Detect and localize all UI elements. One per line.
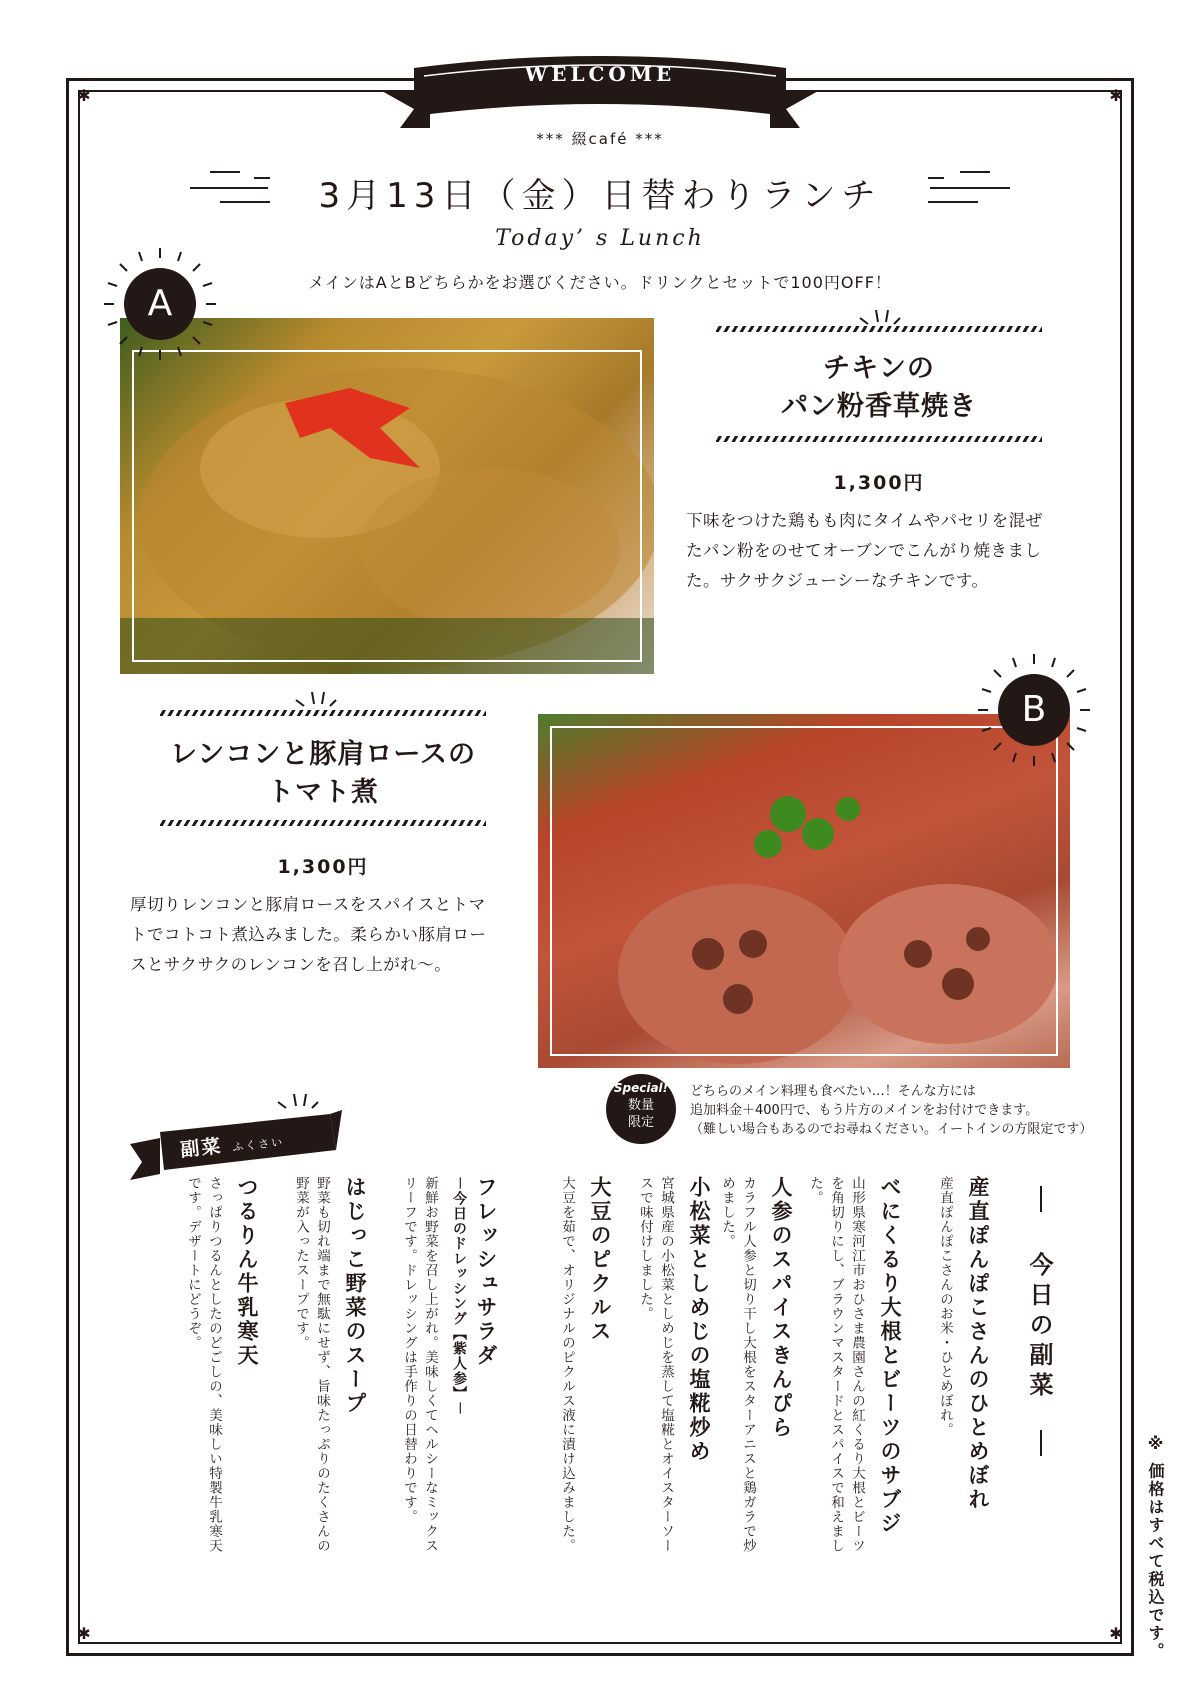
menu-note: メインはAとBどちらかをお選びください。ドリンクとセットで100円OFF！ — [308, 273, 892, 292]
dish-a-name-line1: チキンの — [823, 353, 935, 384]
side-item: 小松菜としめじの塩糀炒め 宮城県産の小松菜としめじを蒸して塩糀とオイスターソー スで味付けしました。 — [637, 1176, 711, 1553]
dish-b-name-line1: レンコンと豚肩ロースの — [170, 739, 476, 770]
side-item: 大豆のピクルス 大豆を茹で、オリジナルのピクルス液に漬け込みました。 — [559, 1176, 612, 1553]
page-subtitle: Today’ s Lunch — [495, 226, 705, 251]
heading-rule — [1040, 1430, 1042, 1456]
dish-a-name-line2: パン粉香草焼き — [781, 391, 977, 422]
dish-b-photo — [538, 714, 1070, 1068]
side-item: はじっこ野菜のスープ 野菜も切れ端まで無駄にせず、旨味たっぷりのたくさんの 野菜が入ったスープです。 — [293, 1176, 367, 1553]
dish-b-price: 1,300円 — [277, 856, 369, 878]
sides-ribbon-label: 副菜 ふくさい — [179, 1135, 285, 1162]
badge-b: B — [998, 674, 1070, 746]
dish-a-photo — [120, 318, 654, 674]
cafe-name: *** 綴café *** — [536, 130, 664, 148]
special-badge: Special! 数量 限定 — [606, 1074, 676, 1144]
deco-sparkle-lines — [854, 306, 904, 326]
sides-heading: 今日の副菜 — [1025, 1252, 1053, 1402]
divider — [716, 326, 1042, 332]
deco-sparkle-lines — [290, 688, 340, 708]
dish-a-price: 1,300円 — [833, 472, 925, 494]
side-item: べにくるり大根とビーツのサブジ 山形県寒河江市おひさま農園さんの紅くるり大根とビーツ を角切りにし、ブラウンマスタードとスパイスで和えまし た。 — [807, 1176, 902, 1553]
side-item: 人参のスパイスきんぴら カラフル人参と切り干し大根をスターアニスと鶏ガラで炒 めました。 — [719, 1176, 793, 1553]
page-title: 3月13日（金）日替わりランチ — [318, 176, 882, 216]
corner-star-icon: ✱ — [77, 86, 91, 105]
divider — [160, 820, 486, 826]
corner-star-icon: ✱ — [77, 1624, 91, 1643]
badge-a: A — [124, 268, 196, 340]
dish-b-name-line2: トマト煮 — [267, 777, 379, 808]
side-item: 産直ぽんぽこさんのひとめぼれ 産直ぽんぽこさんのお米・ひとめぼれ。 — [937, 1176, 990, 1512]
special-note: どちらのメイン料理も食べたい…！そんな方には 追加料金＋400円で、もう片方のメインをお付けできます。 （難しい場合もあるのでお尋ねください。イートインの方限定です） — [690, 1084, 1093, 1137]
deco-sparkle-lines — [272, 1090, 322, 1110]
divider — [160, 710, 486, 716]
welcome-label: WELCOME — [524, 62, 676, 86]
corner-star-icon: ✱ — [1109, 1624, 1123, 1643]
heading-rule — [1040, 1186, 1042, 1212]
tax-footnote: ※ 価格はすべて税込です。 — [1146, 1434, 1165, 1661]
side-item: フレッシュサラダ －今日のドレッシング【紫人参】－ 新鮮お野菜を召し上がれ。美味しくてヘルシーなミックス リーフです。ドレッシングは手作りの日替わりです。 — [401, 1176, 498, 1553]
divider — [716, 436, 1042, 442]
corner-star-icon: ✱ — [1109, 86, 1123, 105]
dish-b-description: 厚切りレンコンと豚肩ロースをスパイスとトマ トでコトコト煮込みました。柔らかい豚肩ロー スとサクサクのレンコンを召し上がれ〜。 — [130, 895, 487, 974]
dish-a-description: 下味をつけた鶏もも肉にタイムやパセリを混ぜ たパン粉をのせてオーブンでこんがり焼きまし た。サクサクジューシーなチキンです。 — [686, 511, 1043, 590]
side-item: つるりん牛乳寒天 さっぱりつるんとしたのどごしの、美味しい特製牛乳寒天 です。デザートにどうぞ。 — [185, 1176, 259, 1553]
